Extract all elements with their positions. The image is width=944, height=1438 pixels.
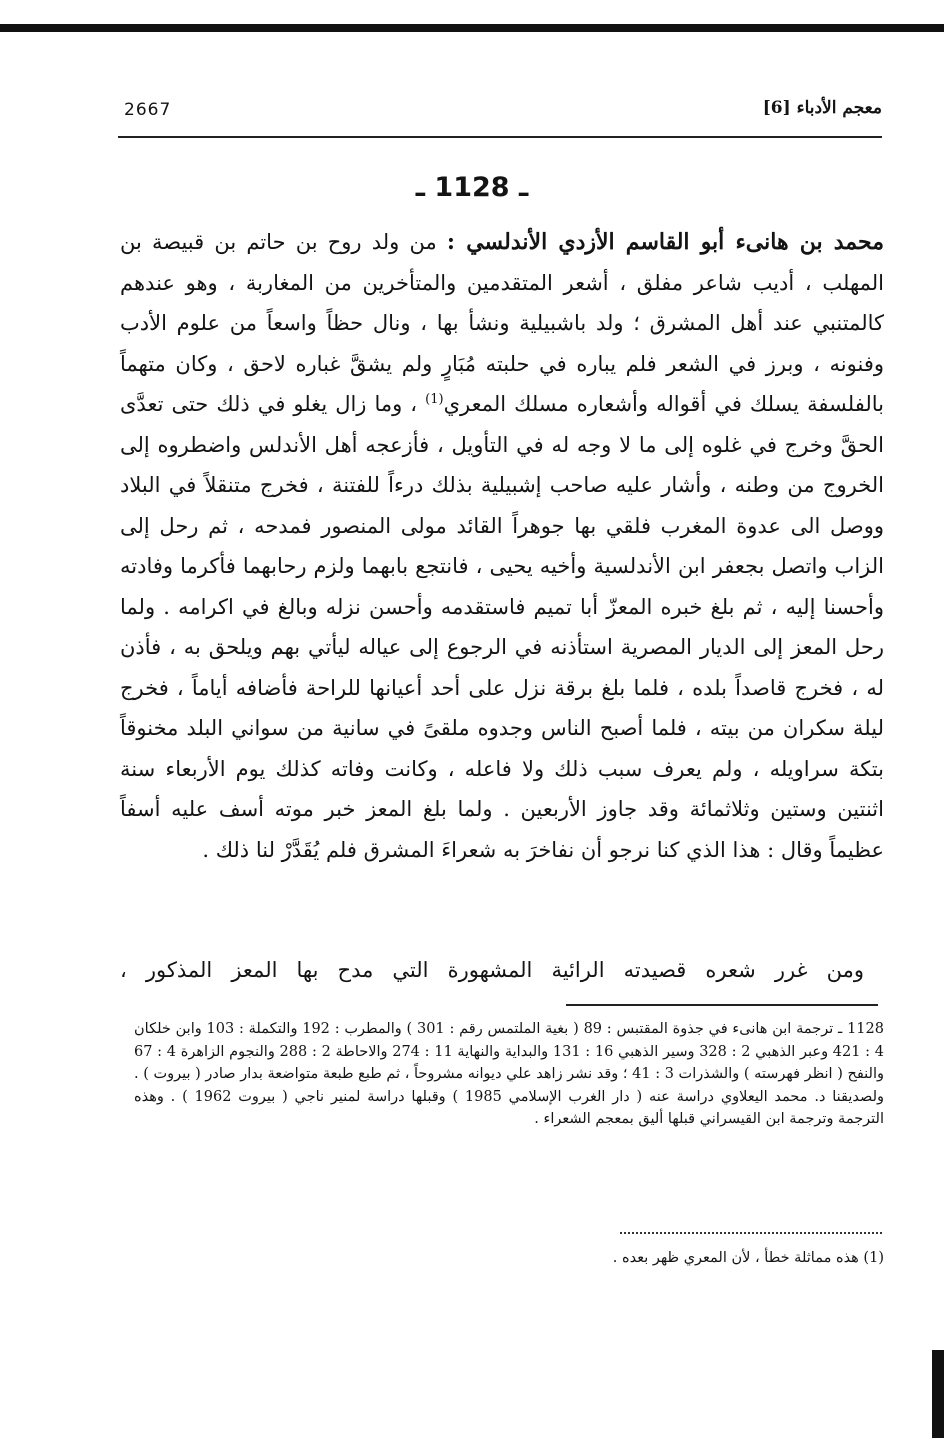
source-note: 1128 ـ ترجمة ابن هانىء في جذوة المقتبس : 89 ( بغية الملتمس رقم : 301 ) والمطرب : 192 والتكملة : 103 وابن خلكان 4 : 421 وعبر الذهبي 2 : 328 وسير الذهبي 16 : 131 والبداية والنهاية 11 : 274 والاحاطة 2 : 288 والنجوم الزاهرة 4 : 67 والنفح ( انظر فهرسته ) والشذرات 3 : 41 ؛ وقد نشر زاهد علي ديوانه مشروحاً ، ثم طبع طبعة متواضعة بدار صادر ( بيروت ) . ولصديقنا د. محمد اليعلاوي دراسة عنه ( دار الغرب الإسلامي 1985 ) وقبلها دراسة لمنير ناجي ( بيروت 1962 ) . وهذه الترجمة وترجمة ابن القيسراني قبلها أليق بمعجم الشعراء . (134, 1021, 885, 1128)
running-head (118, 96, 882, 132)
entry-body (120, 222, 884, 870)
entry-continuation: ومن غرر شعره قصيدته الرائية المشهورة التي مدح بها المعز المذكور ، (120, 958, 864, 982)
dotted-rule (620, 1232, 882, 1234)
header-rule (118, 136, 882, 138)
scan-border-right (932, 1350, 944, 1438)
entry-text-part2: ، وما زال يغلو في ذلك حتى تعدَّى الحقَّ وخرج في غلوه إلى ما لا وجه له في التأويل ، فأزعجه أهل الأندلس واضطروه إلى الخروج من وطنه ، وأشار عليه صاحب إشبيلية بذلك درءاً للفتنة ، فخرج متنقلاً في البلاد ووصل الى عدوة المغرب فلقي بها جوهراً القائد مولى المنصور فمدحه ، ثم رحل إلى الزاب واتصل بجعفر ابن الأندلسية وأخيه يحيى ، فانتجع بابهما ولزم رحابهما فأكرما وفادته وأحسنا إليه ، ثم بلغ خبره المعزّ أبا تميم فاستقدمه وأحسن نزله وبالغ في اكرامه . ولما رحل المعز إلى الديار المصرية استأذنه في الرجوع إلى عياله ليأتي بهم ويلحق به ، فأذن له ، فخرج قاصداً بلده ، فلما بلغ برقة نزل على أحد أعيانها للراحة فأضافه أياماً ، فخرج ليلة سكران من بيته ، فلما أصبح الناس وجدوه ملقىً في سانية من سواني البلد مخنوقاً بتكة سراويله ، ولم يعرف سبب ذلك ولا فاعله ، وكانت وفاته كذلك يوم الأربعاء سنة اثنتين وستين وثلاثمائة وقد جاوز الأربعين . ولما بلغ المعز خبر موته أسف عليه أسفاً عظيماً وقال : هذا الذي كنا نرجو أن نفاخرَ به شعراءَ المشرق فلم يُقَدَّرْ لنا ذلك . (120, 392, 884, 862)
scan-border-top (0, 24, 944, 32)
entry-text-part1: من ولد روح بن حاتم بن قبيصة بن المهلب ، أديب شاعر مفلق ، أشعر المتقدمين والمتأخرين من المغاربة ، وهو عندهم كالمتنبي عند أهل المشرق ؛ ولد باشبيلية ونشأ بها ، ونال حظاً واسعاً من علوم الأدب وفنونه ، وبرز في الشعر فلم يباره في حلبته مُبَارٍ ولم يشقَّ غباره لاحق ، وكان متهماً بالفلسفة يسلك في أقواله وأشعاره مسلك المعري (120, 230, 884, 416)
footnote-rule (566, 1004, 878, 1006)
footnote-reference: (1) (425, 392, 444, 407)
footnote: (1) هذه مماثلة خطأ ، لأن المعري ظهر بعده . (612, 1250, 884, 1266)
entry-number: ـ 1128 ـ (415, 172, 529, 203)
book-title: معجم الأدباء [6] (762, 98, 882, 118)
entry-name: محمد بن هانىء أبو القاسم الأزدي الأندلسي : (446, 229, 884, 255)
page-number: 2667 (124, 100, 172, 120)
